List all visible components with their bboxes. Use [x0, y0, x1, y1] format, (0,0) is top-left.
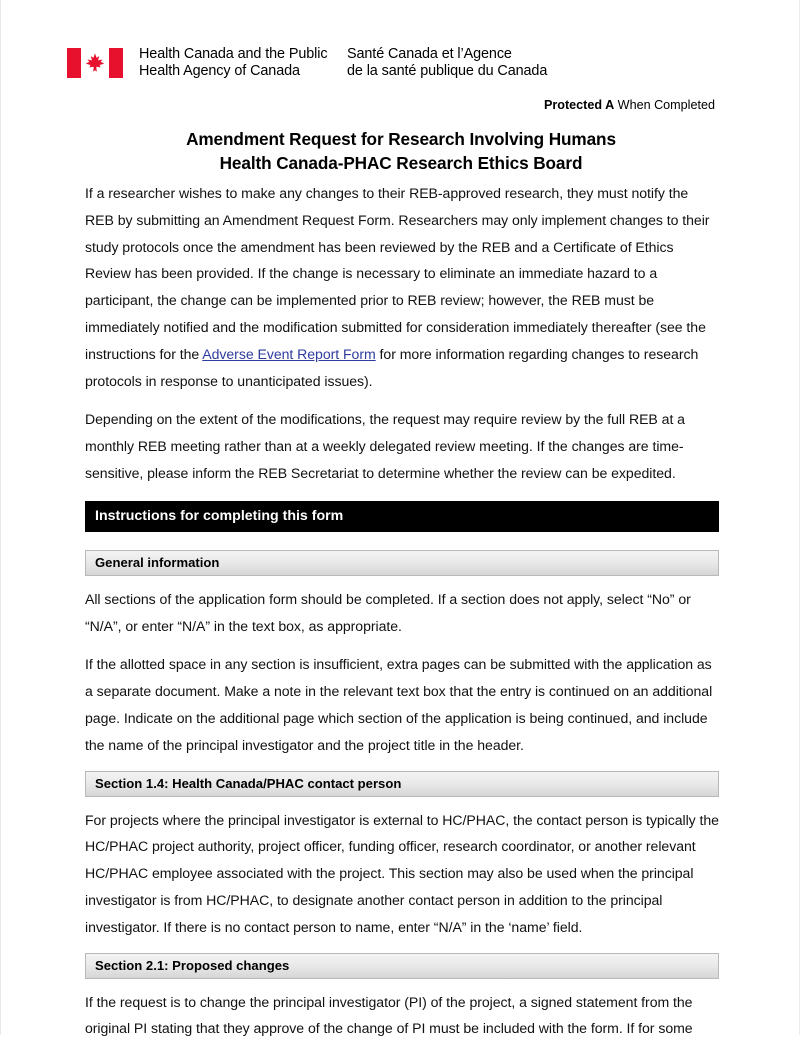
- instructions-banner: Instructions for completing this form: [85, 501, 719, 532]
- flag-left-bar: [67, 48, 81, 78]
- canada-flag-icon: [67, 48, 123, 78]
- adverse-event-report-form-link[interactable]: Adverse Event Report Form: [202, 345, 376, 362]
- general-information-paragraph-2: If the allotted space in any section is insufficient, extra pages can be submitted with the application as a separate document. Make a note in the relevant text box that the entry is continued on an additional page. Indicate on the additional page which section of the application is being continued, and include the name of the principal investigator and the project title in the header.: [85, 656, 713, 753]
- intro-paragraph-1-text-before: If a researcher wishes to make any changes to their REB-approved research, they must notify the REB by submitting an Amendment Request Form. Researchers may only implement changes to their study protocols once the amendment has been reviewed by the REB and a Certificate of Ethics Review has been provided. If the change is necessary to eliminate an immediate hazard to a participant, the change can be implemented prior to REB review; however, the REB must be immediately notified and the modification submitted for consideration immediately thereafter (see the instructions for the: [85, 185, 710, 362]
- section-header-proposed-changes: Section 2.1: Proposed changes: [85, 953, 719, 979]
- section-header-contact-person: Section 1.4: Health Canada/PHAC contact person: [85, 771, 719, 797]
- wordmark-en-line-1: Health Canada and the Public: [139, 46, 328, 62]
- masthead: [67, 46, 577, 80]
- intro-paragraph-1-text-after: for more information regarding changes to research protocols in response to unanticipated issues).: [85, 345, 699, 389]
- wordmark-fr-line-2: de la santé publique du Canada: [347, 63, 548, 79]
- contact-person-paragraph-1: For projects where the principal investigator is external to HC/PHAC, the contact person is typically the HC/PHAC project authority, project officer, funding officer, research coordinator, or another relevant HC/PHAC employee associated with the project. This section may also be used when the principal investigator is from HC/PHAC, to designate another contact person in addition to the principal investigator. If there is no contact person to name, enter “N/A” in the ‘name’ field.: [85, 811, 719, 935]
- classification-level: Protected A: [543, 98, 615, 112]
- page-title: [85, 127, 717, 175]
- wordmark-en-line-2: Health Agency of Canada: [139, 63, 300, 79]
- document-body: [85, 180, 719, 1054]
- proposed-changes-paragraph-1: If the request is to change the principal investigator (PI) of the project, a signed statement from the original PI stating that they approve of the change of PI must be included with the form. If for some: [85, 993, 693, 1037]
- wordmark-fr-line-1: Santé Canada et l’Agence: [347, 46, 512, 62]
- classification-marking: [544, 97, 715, 113]
- general-information-paragraph-1: All sections of the application form should be completed. If a section does not apply, select “No” or “N/A”, or enter “N/A” in the text box, as appropriate.: [85, 590, 691, 634]
- intro-paragraph-2: Depending on the extent of the modifications, the request may require review by the full REB at a monthly REB meeting rather than at a weekly delegated review meeting. If the changes are time-sensitive, please inform the REB Secretariat to determine whether the review can be expedited.: [85, 411, 685, 481]
- page-title-line-1: Amendment Request for Research Involving Humans: [186, 129, 616, 149]
- maple-leaf-icon: [84, 51, 106, 75]
- wordmark-french: [347, 46, 577, 80]
- intro-paragraph-1: [85, 180, 719, 394]
- flag-right-bar: [109, 48, 123, 78]
- page-title-line-2: Health Canada-PHAC Research Ethics Board: [219, 153, 583, 173]
- wordmark-text: [139, 46, 577, 80]
- classification-suffix: When Completed: [614, 98, 715, 112]
- section-header-general-information: General information: [85, 550, 719, 576]
- wordmark-english: [139, 46, 347, 80]
